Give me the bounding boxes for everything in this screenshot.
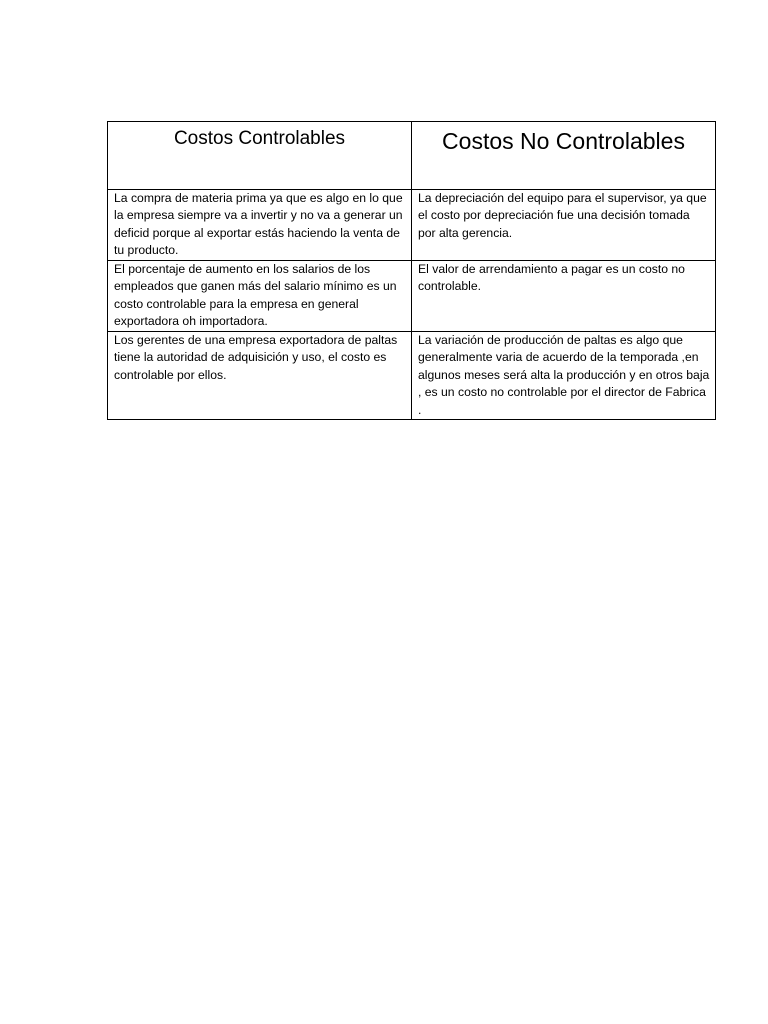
table-header-row <box>108 122 716 190</box>
table-row <box>108 332 716 420</box>
cell-no-controlable: El valor de arrendamiento a pagar es un costo no controlable. <box>412 261 716 332</box>
costs-table <box>107 121 716 420</box>
cell-no-controlable: La depreciación del equipo para el supervisor, ya que el costo por depreciación fue una decisión tomada por alta gerencia. <box>412 190 716 261</box>
table-row <box>108 261 716 332</box>
table-row <box>108 190 716 261</box>
cell-no-controlable: La variación de producción de paltas es algo que generalmente varia de acuerdo de la temporada ,en algunos meses será alta la producción y en otros baja , es un costo no controlable por el director de Fabrica . <box>412 332 716 420</box>
cell-controlable: El porcentaje de aumento en los salarios de los empleados que ganen más del salario mínimo es un costo controlable para la empresa en general exportadora oh importadora. <box>108 261 412 332</box>
header-costos-no-controlables <box>412 122 716 190</box>
header-costos-controlables <box>108 122 412 190</box>
header-label: Costos No Controlables <box>442 128 685 154</box>
cell-controlable: La compra de materia prima ya que es algo en lo que la empresa siempre va a invertir y no va a generar un deficid porque al exportar estás haciendo la venta de tu producto. <box>108 190 412 261</box>
cell-controlable: Los gerentes de una empresa exportadora de paltas tiene la autoridad de adquisición y uso, el costo es controlable por ellos. <box>108 332 412 420</box>
header-label: Costos Controlables <box>173 128 346 149</box>
